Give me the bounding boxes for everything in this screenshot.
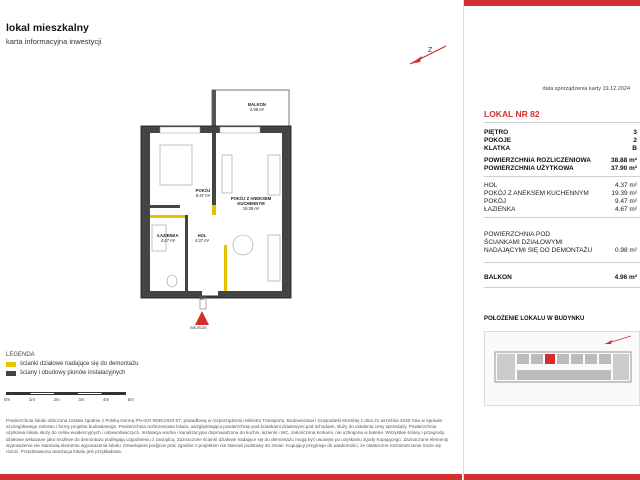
header-bar — [464, 0, 640, 6]
legend-item: ściany i obudowy pionów instalacyjnych — [6, 370, 125, 376]
info-row: KLATKA B — [484, 145, 637, 152]
unit-number: LOKAL NR 82 — [484, 109, 540, 119]
bl-label: BL — [200, 297, 205, 301]
room-label-pokoj-aneks: POKÓJ Z ANEKSEM KUCHENNYM 19.39 m² — [230, 196, 272, 211]
entrance-label: WEJŚCIE — [190, 326, 207, 330]
legend-item: ścianki działowe nadające się do demontażu — [6, 361, 138, 367]
footnote: Powierzchnia lokalu obliczona została zgodnie z Polską Normą PN-ISO 9836:2022-07, prawidłową w rozporządzeniu Ministra Transportu, Budownictwa i Gospodarki Morskiej z dnia 21 września 2020 roku w sprawie szczegółowego zakresu i formy projektu budowlanego. Powierzchnia rozliczeniowa lokalu, uwzględniająca powierzchnię pod ściankami działowymi pod schodami, służy do ustalenia ceny sprzedaży. Powierzchnia użytkowa lokalu służy do celów ewidencyjnych i ustawodawczych. Instalacja wodna i kanalizacyjna doprowadzona do kuchni, łazienki i WC, zakończona korkami, nie uzbrojona w baterie. Wszystkie ściany i przegrody działowe wskazane jako możliwe do demontażu podlegają uzgodnieniu z zarządcą. Zaznaczone ścianki działowe nadające się do demontażu mogą być usunięte po uzyskaniu zgody Kupującego. Zaznaczone elementy wyposażenia nie stanowią elementu wyposażenia lokalu. Dewelopera podjęcie prac zgodnie z projektem nie stanowi podstawy do zmian. Kupujący przyjmuje do wiadomości, że ostateczne rozmieszczenie może się różnić. Przedstawiona aranżacja lokalu jest przykładowa. — [6, 418, 449, 455]
area-row: POWIERZCHNIA ROZLICZENIOWA 38.88 m² — [484, 157, 637, 164]
room-row: ŁAZIENKA 4.67 m² — [484, 206, 637, 213]
room-label-pokoj: POKÓJ 9.47 m² — [195, 188, 211, 198]
scale-tick: 2m — [53, 397, 60, 402]
document-subtitle: karta informacyjna inwestycji — [6, 37, 102, 46]
scale-tick: 1m — [28, 397, 35, 402]
scale-tick: 0m — [4, 397, 11, 402]
separator — [484, 176, 640, 177]
building-location-map — [484, 331, 640, 406]
scale-tick: 5m — [127, 397, 134, 402]
scale-tick: 4m — [102, 397, 110, 402]
location-title: POŁOŻENIE LOKALU W BUDYNKU — [484, 316, 585, 322]
demontaz-label: ŚCIANKAMI DZIAŁOWYMI — [484, 239, 563, 246]
room-label-hol: HOL 4.37 m² — [194, 233, 210, 243]
room-label-lazienka: ŁAZIENKA 4.67 m² — [157, 233, 179, 243]
room-row: HOL 4.37 m² — [484, 182, 637, 189]
separator — [484, 217, 640, 218]
document-title: lokal mieszkalny — [6, 22, 89, 34]
legend-title: LEGENDA — [6, 352, 35, 358]
vertical-divider — [463, 0, 464, 480]
separator — [484, 287, 640, 288]
footer-bar — [0, 474, 462, 480]
info-row: PIĘTRO 3 — [484, 129, 637, 136]
room-row: POKÓJ Z ANEKSEM KUCHENNYM 19.39 m² — [484, 190, 637, 197]
info-row: POKOJE 2 — [484, 137, 637, 144]
building-outline — [485, 332, 640, 407]
area-row: POWIERZCHNIA UŻYTKOWA 37.90 m² — [484, 165, 637, 172]
demontaz-row: NADAJĄCYMI SIĘ DO DEMONTAŻU 0.98 m² — [484, 247, 637, 254]
floor-plan — [130, 85, 305, 357]
footer-bar — [464, 474, 640, 480]
legend-swatch-dark — [6, 371, 16, 376]
scale-bar — [4, 392, 134, 406]
scale-tick: 3m — [78, 397, 85, 402]
room-row: POKÓJ 9.47 m² — [484, 198, 637, 205]
north-arrow-icon — [408, 40, 448, 70]
separator — [484, 122, 640, 123]
date-label: data sporządzenia karty 19.12.2024 — [542, 86, 630, 92]
demontaz-label: POWIERZCHNIA POD — [484, 231, 551, 238]
legend-swatch-yellow — [6, 362, 16, 367]
balkon-row: BALKON 4.96 m² — [484, 274, 637, 281]
room-label-balkon: BALKON 4.96 m² — [248, 102, 266, 112]
separator — [484, 262, 640, 263]
svg-text:Z: Z — [428, 47, 433, 54]
